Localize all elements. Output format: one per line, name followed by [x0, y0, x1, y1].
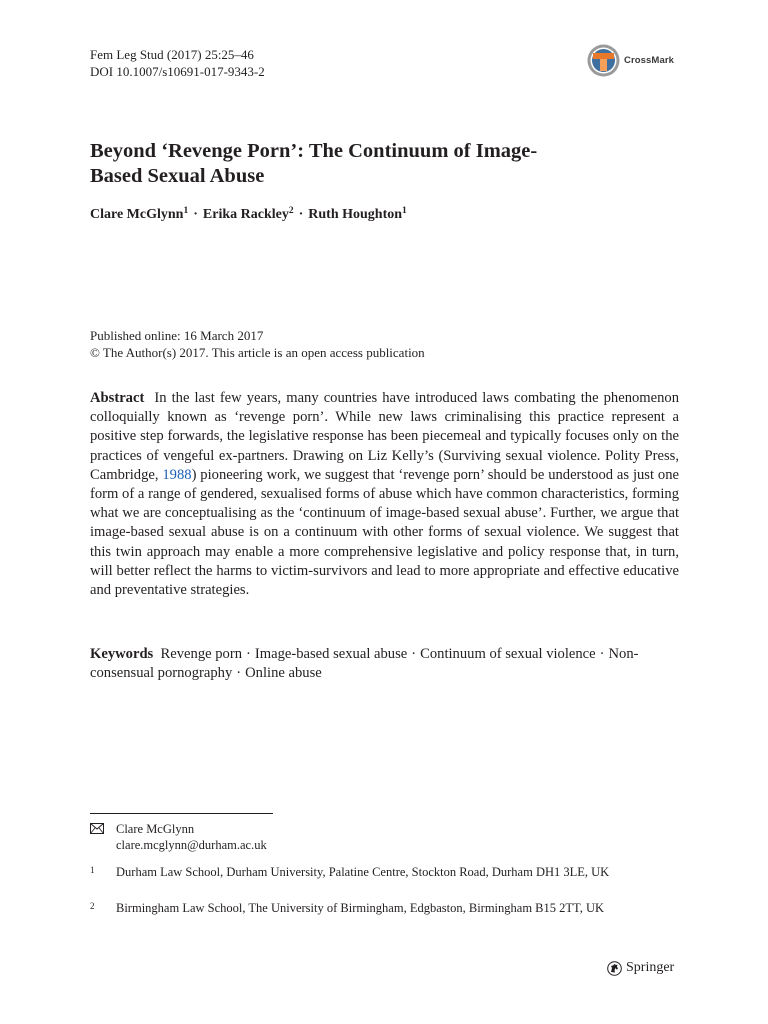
- corresponding-author-email[interactable]: clare.mcglynn@durham.ac.uk: [116, 838, 267, 852]
- keyword: Image-based sexual abuse: [254, 646, 408, 662]
- affiliation-1: Durham Law School, Durham University, Palatine Centre, Stockton Road, Durham DH1 3LE, UK: [116, 865, 610, 879]
- article-title: [90, 139, 690, 189]
- author-name[interactable]: Clare McGlynn: [90, 207, 184, 222]
- footnote-number: 1: [90, 865, 95, 875]
- keyword-separator: ·: [246, 646, 251, 662]
- keyword-separator: ·: [411, 646, 417, 662]
- publisher-name: Springer: [626, 960, 675, 975]
- keyword: Non-consensual pornography: [90, 646, 639, 682]
- published-date: Published online: 16 March 2017: [90, 328, 264, 343]
- copyright-notice: © The Author(s) 2017. This article is an open access publication: [90, 345, 425, 360]
- crossmark-label: CrossMark: [624, 54, 675, 66]
- author-affiliation-ref: 1: [183, 206, 189, 216]
- crossmark-badge[interactable]: [587, 42, 682, 78]
- doi[interactable]: DOI 10.1007/s10691-017-9343-2: [90, 64, 265, 79]
- corresponding-author: [116, 821, 267, 853]
- crossmark-icon: [587, 44, 620, 77]
- abstract-text: ) pioneering work, we suggest that ‘revenge porn’ should be understood as just one form of a range of gendered, sexualised forms of abuse which have common characteristics, forming what we are conceptualising as the ‘continuum of image-based sexual abuse’. Further, we argue that image-based sexual abuse is on a continuum with other forms of sexual violence. We suggest that this twin approach may enable a more comprehensive legislative and policy response that, in turn, will better reflect the harms to victim-survivors and lead to more appropriate and effective educative and preventative strategies.: [90, 466, 679, 599]
- author-list: [90, 207, 407, 223]
- keyword-separator: ·: [236, 665, 242, 682]
- author-affiliation-ref: 2: [288, 206, 294, 216]
- abstract: [90, 389, 679, 600]
- envelope-icon: [90, 823, 104, 834]
- title-line-1: Beyond ‘Revenge Porn’: The Continuum of Image-: [90, 140, 538, 162]
- author-name[interactable]: Erika Rackley: [202, 207, 289, 222]
- keywords-label: Keywords: [90, 646, 154, 662]
- publication-info: [90, 327, 425, 361]
- citation-link[interactable]: 1988: [162, 466, 192, 483]
- keywords: [90, 645, 679, 683]
- keyword: Continuum of sexual violence: [420, 646, 596, 662]
- journal-citation: Fem Leg Stud (2017) 25:25–46: [90, 47, 254, 62]
- footnote-divider: [90, 813, 273, 814]
- abstract-text: In the last few years, many countries have introduced laws combating the phenomenon colloquially known as ‘revenge porn’. While new laws criminalising this practice represent a positive step forwards, the legislative response has been piecemeal and typically focuses only on the practices of vengeful ex-partners. Drawing on Liz Kelly’s (Surviving sexual violence. Polity Press, Cambridge,: [90, 390, 680, 483]
- author-separator: ·: [298, 207, 304, 222]
- title-line-2: Based Sexual Abuse: [90, 165, 265, 187]
- publisher-mark: [607, 960, 674, 976]
- corresponding-author-name: Clare McGlynn: [116, 822, 195, 836]
- journal-header: [90, 46, 265, 80]
- springer-horse-icon: [607, 961, 622, 976]
- abstract-label: Abstract: [90, 390, 145, 406]
- keyword: Online abuse: [245, 665, 322, 682]
- author-name[interactable]: Ruth Houghton: [308, 207, 403, 222]
- footnote-number: 2: [90, 901, 95, 911]
- affiliation-2: Birmingham Law School, The University of Birmingham, Edgbaston, Birmingham B15 2TT, UK: [116, 901, 605, 915]
- keyword-separator: ·: [599, 646, 605, 662]
- author-separator: ·: [193, 207, 198, 222]
- author-affiliation-ref: 1: [402, 206, 407, 216]
- keyword: Revenge porn: [160, 646, 243, 662]
